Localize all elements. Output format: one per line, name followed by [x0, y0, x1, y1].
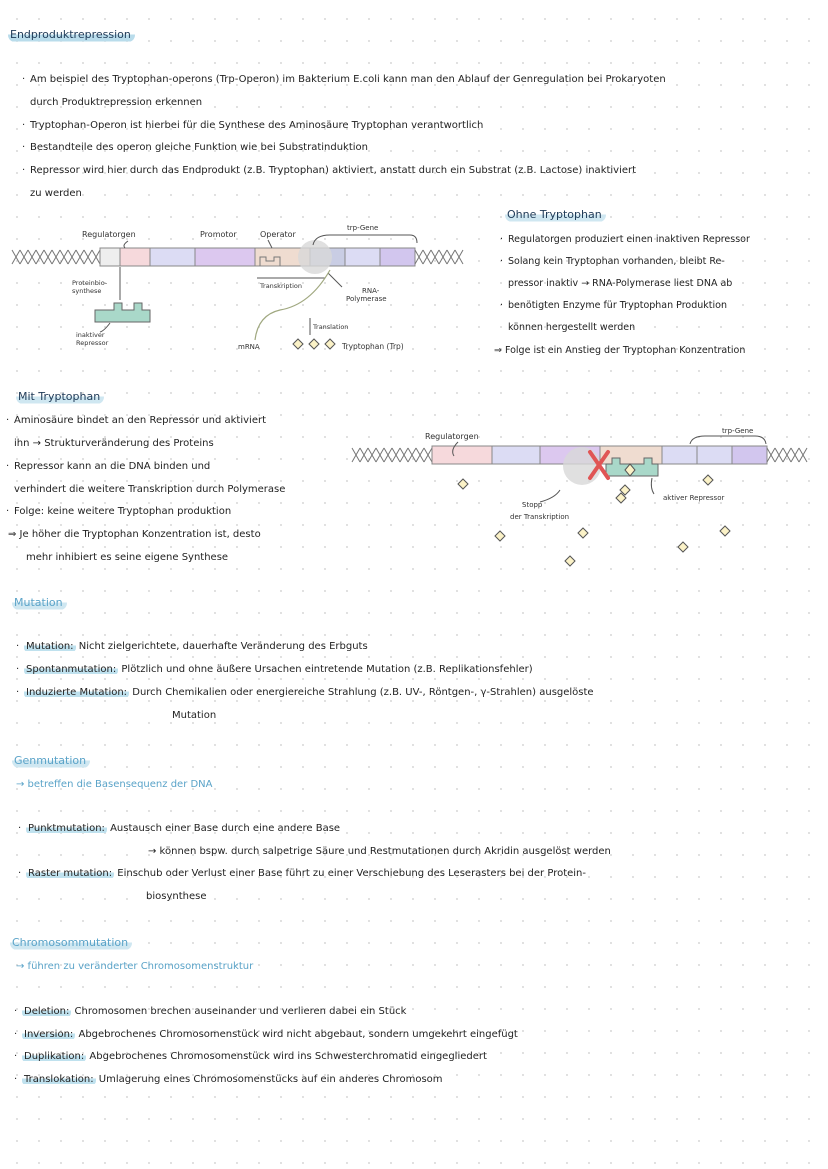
trp-diamond [325, 339, 335, 349]
definition: Austausch einer Base durch eine andere Base [110, 823, 341, 834]
trp-diamond [720, 526, 730, 536]
operon-diagram-with-trp [350, 418, 820, 578]
deletion-item [22, 1005, 406, 1019]
definition: Abgebrochenes Chromosomenstück wird ins Schwesterchromatid eingegliedert [89, 1051, 487, 1062]
dna-helix-left [12, 250, 100, 264]
label-promotor: Promotor [200, 230, 237, 239]
term: Spontanmutation: [26, 664, 117, 675]
dna-helix-left-2 [352, 448, 432, 462]
trp-gene-segment [345, 248, 380, 266]
chromosommutation-heading: Chromosommutation [10, 936, 132, 950]
trp-gene-segment [380, 248, 415, 266]
label-rna-1: RNA- [362, 287, 380, 295]
term: Punktmutation: [28, 823, 105, 834]
definition: Einschub oder Verlust einer Base führt zu einer Verschiebung des Leserasters bei der Protein- [117, 868, 586, 879]
dna-helix-right [415, 250, 463, 264]
ohne-line-1: · Regulatorgen produziert einen inaktiven Repressor [508, 233, 750, 247]
genmutation-heading: Genmutation [12, 754, 90, 768]
term: Mutation: [26, 641, 74, 652]
rastermutation-item [26, 867, 586, 881]
label-aktiver-repressor: aktiver Repressor [663, 494, 725, 502]
trp-gene-brace [313, 235, 417, 245]
intro-line-2: durch Produktrepression erkennen [30, 97, 203, 108]
intro-line-4: · Bestandteile des operon gleiche Funktion wie bei Substratinduktion [30, 141, 368, 155]
mit-line-4: verhindert die weitere Transkription durch Polymerase [14, 484, 286, 495]
trp-diamond [678, 542, 688, 552]
page-title: Endproduktrepression [8, 28, 135, 42]
definition: Durch Chemikalien oder energiereiche Strahlung (z.B. UV-, Röntgen-, γ-Strahlen) ausgelöste [132, 687, 594, 698]
intro-line-6: zu werden [30, 188, 82, 199]
label-stopp-2: der Transkription [510, 513, 570, 521]
mit-line-7: mehr inhibiert es seine eigene Synthese [26, 552, 229, 563]
mutation-item-3-continuation: Mutation [172, 710, 217, 721]
free-tryptophan-diamonds [458, 475, 730, 566]
label-tryptophan: Tryptophan (Trp) [342, 342, 404, 351]
mit-line-2: ihn → Strukturveränderung des Proteins [14, 438, 214, 449]
mit-line-1: · Aminosäure bindet an den Repressor und aktiviert [14, 414, 266, 428]
rna-polymerase-blob [298, 240, 332, 274]
trp-diamond [293, 339, 303, 349]
label-proteinbiosynthese-2: synthese [72, 287, 102, 295]
trp-gene-segment-2 [662, 446, 697, 464]
translokation-item [22, 1073, 443, 1087]
intro-line-3: · Tryptophan-Operon ist hierbei für die Synthese des Aminosäure Tryptophan verantwortlich [30, 119, 483, 133]
regulatorgen-segment-2 [432, 446, 492, 464]
label-regulatorgen-2: Regulatorgen [425, 432, 479, 441]
dna-helix-right-2 [767, 448, 807, 462]
trp-diamond [309, 339, 319, 349]
intro-line-5: · Repressor wird hier durch das Endprodukt (z.B. Tryptophan) aktiviert, anstatt durch ein Substrat (z.B. Lactose) inaktiviert [30, 164, 636, 178]
gene-segment [150, 248, 195, 266]
term: Induzierte Mutation: [26, 687, 128, 698]
definition: Abgebrochenes Chromosomenstück wird nicht abgebaut, sondern umgekehrt eingefügt [78, 1029, 518, 1040]
label-trp-gene: trp-Gene [347, 224, 379, 232]
mit-line-5: · Folge: keine weitere Tryptophan produktion [14, 505, 231, 519]
definition: Umlagerung eines Chromosomenstücks auf ein anderes Chromosom [98, 1074, 443, 1085]
ohne-line-3: pressor inaktiv → RNA-Polymerase liest DNA ab [508, 278, 733, 289]
term: Translokation: [24, 1074, 94, 1085]
promotor-segment [195, 248, 255, 266]
mutation-heading: Mutation [12, 596, 67, 610]
term: Raster mutation: [28, 868, 113, 879]
trp-diamond [578, 528, 588, 538]
ohne-tryptophan-heading: Ohne Tryptophan [505, 208, 606, 222]
operon-diagram-without-trp [10, 215, 490, 365]
genmutation-subline: → betreffen die Basensequenz der DNA [16, 779, 213, 790]
label-inaktiver-1: inaktiver [76, 331, 105, 339]
ohne-line-4: · benötigten Enzyme für Tryptophan Produktion [508, 299, 727, 313]
label-mrna: mRNA [238, 343, 260, 351]
label-proteinbiosynthese-1: Proteinbio- [72, 279, 108, 287]
label-inaktiver-2: Repressor [76, 339, 109, 347]
tryptophan-diamonds [293, 339, 335, 349]
ohne-line-5: können hergestellt werden [508, 322, 636, 333]
inversion-item [22, 1028, 518, 1042]
term: Deletion: [24, 1006, 70, 1017]
label-regulatorgen: Regulatorgen [82, 230, 136, 239]
mutation-item-3 [24, 686, 594, 700]
ohne-line-2: · Solang kein Tryptophan vorhanden, bleibt Re- [508, 255, 725, 269]
gene-segment-2 [492, 446, 540, 464]
chromosommutation-subline: → führen zu veränderter Chromosomenstruktur [16, 961, 254, 972]
intro-line-1: · Am beispiel des Tryptophan-operons (Trp-Operon) im Bakterium E.coli kann man den Ablauf der Genregulation bei Prokaryoten [30, 73, 666, 87]
definition: Plötzlich und ohne äußere Ursachen eintretende Mutation (z.B. Replikationsfehler) [121, 664, 533, 675]
inactive-repressor-shape [95, 303, 150, 322]
label-transkription: Transkription [260, 282, 302, 290]
trp-diamond [565, 556, 575, 566]
mutation-item-1 [24, 640, 368, 654]
punktmutation-item [26, 822, 340, 836]
ohne-line-6: ⇒ Folge ist ein Anstieg der Tryptophan Konzentration [494, 345, 746, 356]
label-translation: Translation [313, 323, 349, 331]
operator-segment-2 [600, 446, 662, 464]
definition: Nicht zielgerichtete, dauerhafte Veränderung des Erbguts [78, 641, 368, 652]
label-trp-gene-2: trp-Gene [722, 427, 754, 435]
trp-gene-segment-2 [697, 446, 732, 464]
trp-gene-segment-2 [732, 446, 767, 464]
label-stopp-1: Stopp [522, 501, 543, 509]
mutation-item-2 [24, 663, 533, 677]
mit-line-3: · Repressor kann an die DNA binden und [14, 460, 210, 474]
mit-tryptophan-heading: Mit Tryptophan [16, 390, 104, 404]
punktmutation-continuation: → können bspw. durch salpetrige Säure und Restmutationen durch Akridin ausgelöst werden [148, 846, 611, 857]
regulatorgen-segment [120, 248, 150, 266]
rna-polymerase-blob-2 [563, 447, 601, 485]
definition: Chromosomen brechen auseinander und verlieren dabei ein Stück [74, 1006, 407, 1017]
trp-diamond [703, 475, 713, 485]
label-operator: Operator [260, 230, 296, 239]
mit-line-6: ⇒ Je höher die Tryptophan Konzentration ist, desto [8, 529, 261, 540]
term: Duplikation: [24, 1051, 85, 1062]
term: Inversion: [24, 1029, 74, 1040]
duplikation-item [22, 1050, 487, 1064]
rastermutation-continuation: biosynthese [146, 891, 207, 902]
trp-diamond [495, 531, 505, 541]
trp-diamond [458, 479, 468, 489]
label-rna-2: Polymerase [346, 295, 387, 303]
